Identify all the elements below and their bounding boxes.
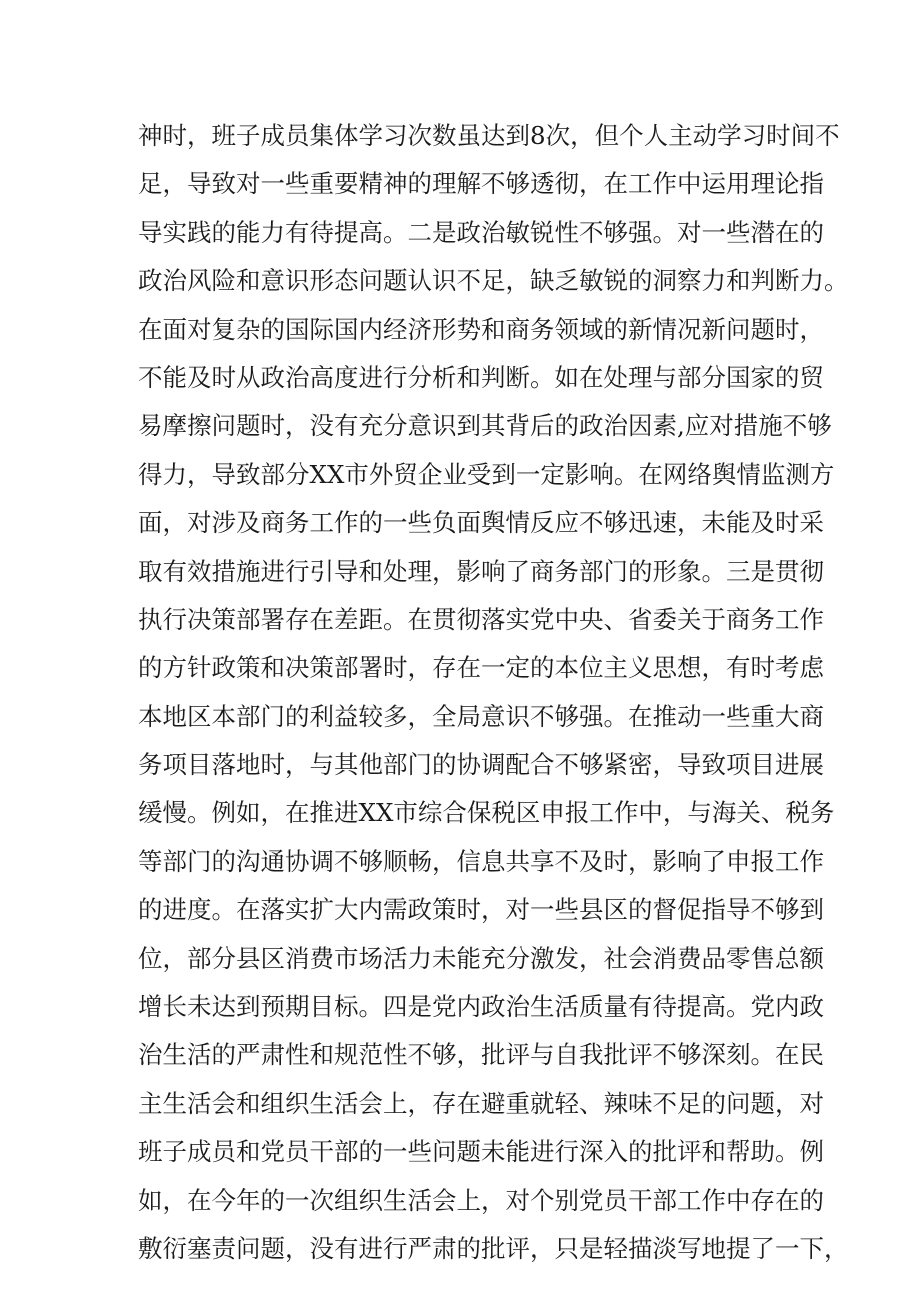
- text-line: 本地区本部门的利益较多，全局意识不够强。在推动一些重大商: [138, 701, 824, 731]
- text-line: 易摩擦问题时，没有充分意识到其背后的政治因素,应对措施不够: [138, 411, 832, 441]
- text-line: 神时，班子成员集体学习次数虽达到8次，但个人主动学习时间不: [138, 121, 840, 150]
- text-line: 敷衍塞责问题，没有进行严肃的批评，只是轻描淡写地提了一下，: [138, 1233, 849, 1263]
- text-line: 面，对涉及商务工作的一些负面舆情反应不够迅速，未能及时采: [138, 508, 824, 538]
- text-line: 增长未达到预期目标。四是党内政治生活质量有待提高。党内政: [138, 992, 824, 1022]
- body-text: [138, 112, 849, 1273]
- text-line: 导实践的能力有待提高。二是政治敏锐性不够强。对一些潜在的: [138, 217, 824, 247]
- text-line: 取有效措施进行引导和处理，影响了商务部门的形象。三是贯彻: [138, 556, 824, 586]
- text-line: 位，部分县区消费市场活力未能充分激发，社会消费品零售总额: [138, 943, 824, 973]
- text-line: 不能及时从政治高度进行分析和判断。如在处理与部分国家的贸: [138, 362, 824, 392]
- text-line: 如，在今年的一次组织生活会上，对个别党员干部工作中存在的: [138, 1185, 824, 1215]
- text-line: 的进度。在落实扩大内需政策时，对一些县区的督促指导不够到: [138, 895, 824, 925]
- text-line: 在面对复杂的国际国内经济形势和商务领域的新情况新问题时，: [138, 314, 824, 344]
- text-line: 等部门的沟通协调不够顺畅，信息共享不及时，影响了申报工作: [138, 846, 824, 876]
- text-line: 主生活会和组织生活会上，存在避重就轻、辣味不足的问题，对: [138, 1088, 824, 1118]
- text-line: 务项目落地时，与其他部门的协调配合不够紧密，导致项目进展: [138, 750, 824, 780]
- text-line: 班子成员和党员干部的一些问题未能进行深入的批评和帮助。例: [138, 1137, 824, 1167]
- text-line: 缓慢。例如，在推进XX市综合保税区申报工作中，与海关、税务: [138, 798, 835, 828]
- text-line: 治生活的严肃性和规范性不够，批评与自我批评不够深刻。在民: [138, 1040, 824, 1070]
- text-line: 足，导致对一些重要精神的理解不够透彻，在工作中运用理论指: [138, 169, 824, 199]
- text-line: 的方针政策和决策部署时，存在一定的本位主义思想，有时考虑: [138, 653, 824, 683]
- text-line: 政治风险和意识形态问题认识不足，缺乏敏锐的洞察力和判断力。: [138, 266, 849, 296]
- text-line: 得力，导致部分XX市外贸企业受到一定影响。在网络舆情监测方: [138, 459, 835, 489]
- text-line: 执行决策部署存在差距。在贯彻落实党中央、省委关于商务工作: [138, 604, 824, 634]
